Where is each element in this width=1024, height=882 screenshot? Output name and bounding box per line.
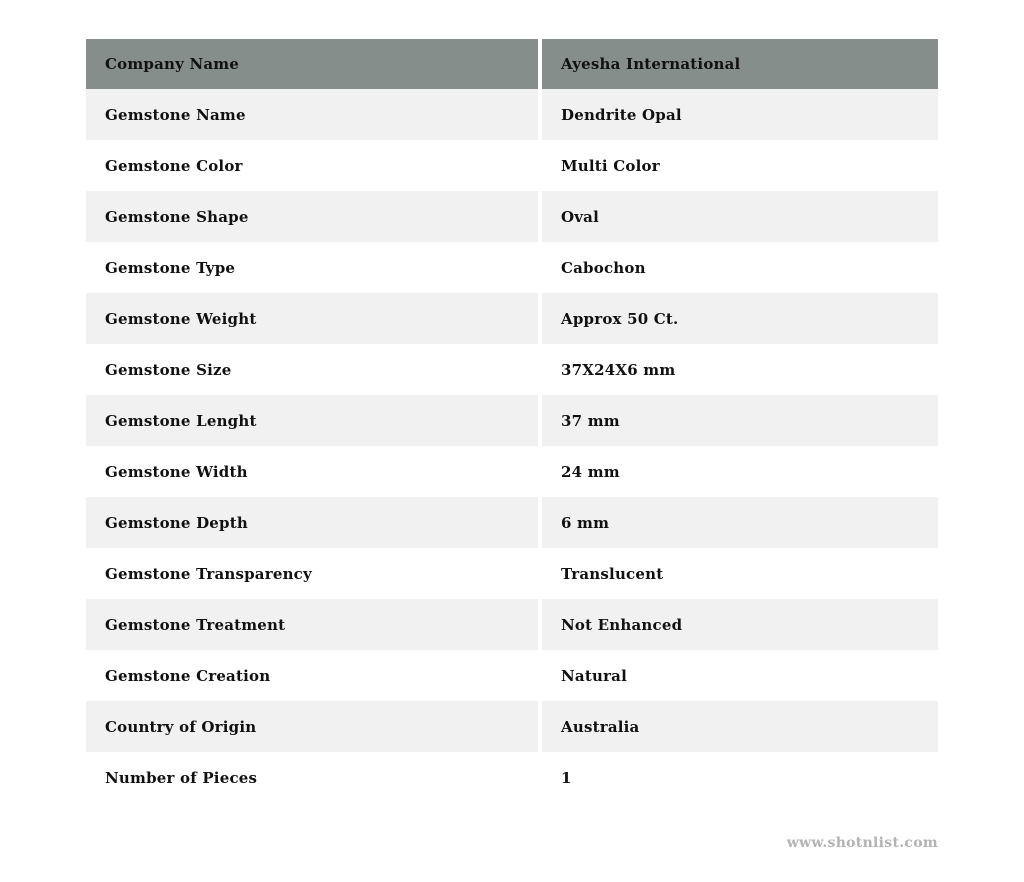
header-value-cell: Ayesha International: [542, 39, 938, 89]
row-value-cell: Multi Color: [542, 140, 938, 191]
table-row: [86, 650, 938, 701]
row-value-cell: Australia: [542, 701, 938, 752]
table-row: [86, 548, 938, 599]
row-label-cell: Gemstone Transparency: [86, 548, 538, 599]
table-row: [86, 344, 938, 395]
table-row: [86, 140, 938, 191]
row-value-cell: 1: [542, 752, 938, 803]
row-label-cell: Country of Origin: [86, 701, 538, 752]
table-row: [86, 701, 938, 752]
row-value-cell: Translucent: [542, 548, 938, 599]
row-label-cell: Gemstone Treatment: [86, 599, 538, 650]
row-label-cell: Gemstone Name: [86, 89, 538, 140]
gemstone-spec-table: [86, 39, 938, 803]
row-label-cell: Gemstone Width: [86, 446, 538, 497]
row-value-cell: Not Enhanced: [542, 599, 938, 650]
row-label-cell: Gemstone Color: [86, 140, 538, 191]
row-label-cell: Gemstone Creation: [86, 650, 538, 701]
row-label-cell: Number of Pieces: [86, 752, 538, 803]
row-label-cell: Gemstone Lenght: [86, 395, 538, 446]
row-value-cell: 6 mm: [542, 497, 938, 548]
table-row: [86, 89, 938, 140]
row-value-cell: 37X24X6 mm: [542, 344, 938, 395]
table-rows: [86, 89, 938, 803]
table-header-row: [86, 39, 938, 89]
watermark-container: [86, 832, 938, 851]
watermark-text: www.shotnlist.com: [786, 835, 938, 851]
row-value-cell: Natural: [542, 650, 938, 701]
row-label-cell: Gemstone Depth: [86, 497, 538, 548]
row-label-cell: Gemstone Size: [86, 344, 538, 395]
table-row: [86, 395, 938, 446]
table-row: [86, 752, 938, 803]
table-row: [86, 599, 938, 650]
row-value-cell: Oval: [542, 191, 938, 242]
row-label-cell: Gemstone Shape: [86, 191, 538, 242]
row-value-cell: Dendrite Opal: [542, 89, 938, 140]
header-label-cell: Company Name: [86, 39, 538, 89]
row-label-cell: Gemstone Weight: [86, 293, 538, 344]
table-row: [86, 446, 938, 497]
row-value-cell: Approx 50 Ct.: [542, 293, 938, 344]
row-value-cell: 24 mm: [542, 446, 938, 497]
table-row: [86, 242, 938, 293]
row-value-cell: 37 mm: [542, 395, 938, 446]
row-value-cell: Cabochon: [542, 242, 938, 293]
table-row: [86, 191, 938, 242]
table-row: [86, 497, 938, 548]
table-row: [86, 293, 938, 344]
row-label-cell: Gemstone Type: [86, 242, 538, 293]
